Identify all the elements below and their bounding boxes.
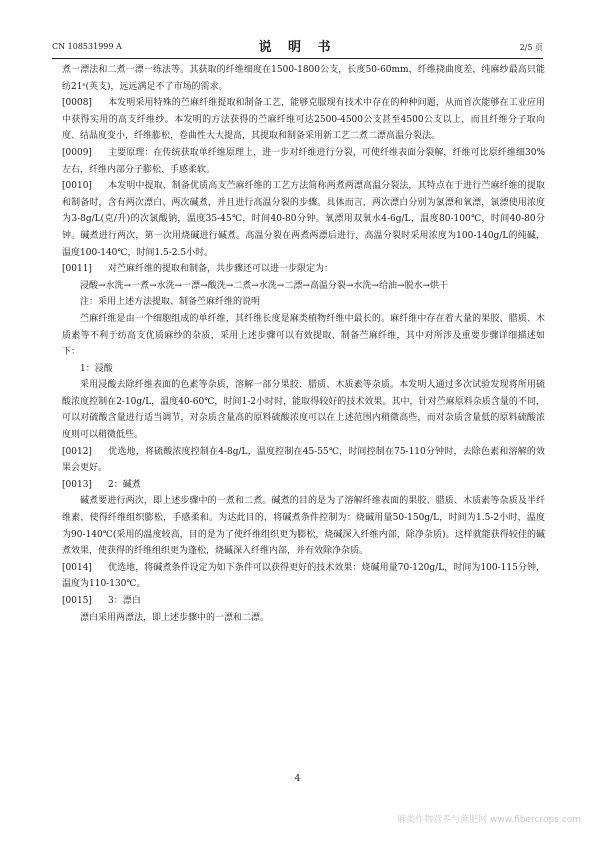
page-indicator: 2/5 页 (519, 43, 543, 52)
paragraph-text: 主要原理：在传统获取单纤维原理上，进一步对纤维进行分裂，可使纤维表面分裂解，纤维可比原纤维细30%左右，纤维内部分子膨松、手感柔软。 (62, 147, 545, 175)
paragraph-text: 本发明中提取、制备优质高支苎麻纤维的工艺方法简称两煮两漂高温分裂法，其特点在于进行苎麻纤维的提取和制备时，含有两次漂白、两次碱煮，并且进行高温分裂的步骤。具体而言，两次漂白分别为氯漂和氧漂，氯漂使用浓度为3-8g/L(克/升)的次氯酸钠，温度35-45℃，时间40-80分钟。氧漂用双氧水4-6g/L，温度80-100℃，时间40-80分钟。碱煮进行两次，第一次用烧碱进行碱煮。高温分裂在两煮两漂后进行，高温分裂时采用浓度为100-140g/L的纯碱，温度100-140℃，时间1.5-2.5小时。 (62, 181, 545, 258)
paragraph (62, 377, 545, 443)
paragraph (62, 593, 545, 610)
paragraph (62, 261, 545, 278)
paragraph-text: 3：漂白 (108, 596, 141, 606)
paragraph-text: 对苎麻纤维的提取和制备，共步骤还可以进一步限定为： (108, 264, 334, 275)
paragraph (62, 560, 545, 593)
paragraph-text: 优选地，将碱煮条件设定为如下条件可以获得更好的技术效果：烧碱用量70-120g/L，时间为100-115分钟，温度为110-130℃。 (62, 562, 545, 590)
page-header (52, 34, 543, 56)
paragraph-text: 碱煮要进行两次，即上述步骤中的一煮和二煮。碱煮的目的是为了溶解纤维表面的果胶、腊质、木质素等杂质及半纤维素，使得纤维组织膨松，手感柔和。为达此目的，将碱煮条件控制为：烧碱用量50-150g/L，时间为1.5-2小时，温度为90-140℃(采用的温度较高，目的是为了使纤维组织更为膨松，烧碱深入纤维内部，除净杂质)。这样就能获得较佳的碱煮效果，使获得的纤维组织更为蓬松，烧碱深入纤维内部，并有效除净杂质。 (62, 496, 545, 557)
paragraph (62, 178, 545, 261)
document-body (62, 62, 545, 626)
paragraph (62, 294, 545, 311)
page-number: 4 (294, 774, 301, 784)
paragraph-number: [0010] (62, 181, 92, 192)
paragraph-number: [0015] (62, 596, 92, 606)
paragraph-text: 苎麻纤维是由一个细胞组成的单纤维，其纤维长度是麻类植物纤维中最长的。麻纤维中存在着大量的果胶、腊质、木质素等不利于纺高支优质麻纱的杂质，采用上述步骤可以有效提取、制备苎麻纤维，其中对所涉及重要步骤详细描述如下： (62, 313, 545, 358)
paragraph (62, 62, 545, 95)
paragraph-number: [0008] (62, 98, 92, 109)
paragraph-text: 优选地，将硫酸浓度控制在4-8g/L，温度控制在45-55℃，时间控制在75-110分钟时，去除色素和溶解的效果会更好。 (62, 446, 545, 474)
paragraph-number: [0014] (62, 562, 92, 573)
paragraph (62, 278, 545, 295)
paragraph-text: 采用浸酸去除纤维表面的色素等杂质，溶解一部分果胶、腊质、木质素等杂质。本发明人通过多次试验发现将所用硫酸浓度控制在2-10g/L，温度40-60℃，时间1-2小时时，能取得较好的技术效果。其中，针对苎麻原料杂质含量的不同，可以对硫酸含量进行适当调节，对杂质含量高的原料硫酸浓度可以在上述范围内稍微高些，而对杂质含量低的原料硫酸浓度则可以稍微低些。 (62, 380, 545, 441)
paragraph-number: [0011] (62, 264, 92, 275)
paragraph-text: 1：浸酸 (80, 363, 113, 374)
paragraph (62, 361, 545, 378)
document-title: 说 明 书 (258, 40, 337, 55)
paragraph-number: [0013] (62, 479, 92, 490)
paragraph (62, 610, 545, 627)
paragraph-text: 漂白采用两漂法，即上述步骤中的一漂和二漂。 (80, 612, 270, 623)
watermark: 麻类作物营养与施肥网 www.fibercrops.com (397, 815, 581, 825)
paragraph (62, 95, 545, 145)
paragraph (62, 311, 545, 361)
paragraph (62, 145, 545, 178)
paragraph-number: [0012] (62, 446, 92, 457)
paragraph-number: [0009] (62, 147, 92, 158)
paragraph-text: 浸酸→水洗→一煮→水洗→一漂→酸洗→二煮→水洗→二漂→高温分裂→水洗→给油→脱水→烘干 (80, 280, 449, 291)
paragraph (62, 493, 545, 559)
paragraph-text: 2：碱煮 (108, 479, 141, 490)
paragraph (62, 444, 545, 477)
paragraph-text: 煮一漂法和二煮一漂一练法等。其获取的纤维细度在1500-1800公支，长度50-60mm，纤维挠曲度差，纯麻纱最高只能纺21ˢ(英支)，远远满足不了市场的需求。 (62, 65, 545, 92)
paragraph-text: 注：采用上述方法提取、制备苎麻纤维的说明 (80, 297, 261, 308)
patent-number: CN 108531999 A (52, 42, 122, 51)
paragraph (62, 477, 545, 494)
header-divider (52, 58, 543, 59)
paragraph-text: 本发明采用特殊的苎麻纤维提取和制备工艺，能够克服现有技术中存在的种种问题，从而首次能够在工业应用中获得实用的高支纤维纱。本发明的方法获得的苎麻纤维可达2500-4500公支甚至4500公支以上，而且纤维分子取向度、结晶度变小，纤维膨松，卷曲性大大提高，其提取和制备采用新工艺二煮二漂高温分裂法。 (62, 98, 545, 142)
